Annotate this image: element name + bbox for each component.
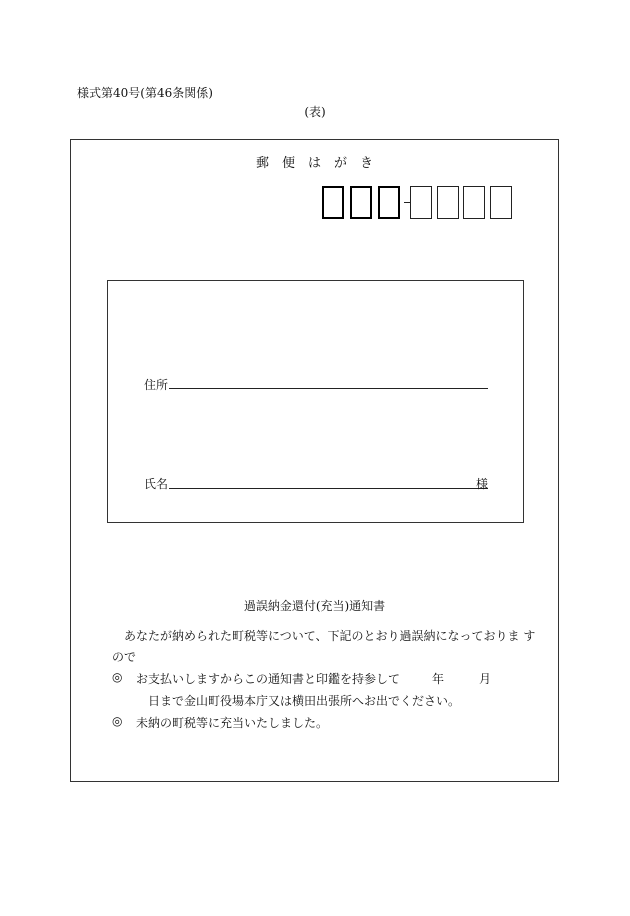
zip-box-3[interactable] xyxy=(378,186,400,219)
item1-continuation: 日まで金山町役場本庁又は横田出張所へお出でください。 xyxy=(148,694,461,708)
side-label: (表) xyxy=(304,105,326,119)
zip-box-4[interactable] xyxy=(410,186,432,219)
honorific-label: 様 xyxy=(476,477,489,491)
zip-box-2[interactable] xyxy=(350,186,372,219)
zip-box-6[interactable] xyxy=(463,186,485,219)
address-line[interactable] xyxy=(169,388,488,389)
name-label: 氏名 xyxy=(144,477,169,491)
zip-box-7[interactable] xyxy=(490,186,512,219)
month-label: 月 xyxy=(479,672,492,686)
name-line[interactable] xyxy=(169,488,488,489)
item1-mark: ◎ xyxy=(112,670,123,684)
zip-box-5[interactable] xyxy=(437,186,459,219)
item2-text: 未納の町税等に充当いたしました。 xyxy=(136,716,329,730)
item1-text: お支払いしますからこの通知書と印鑑を持参して xyxy=(136,672,401,686)
item2-mark: ◎ xyxy=(112,714,123,728)
notice-title: 過誤納金還付(充当)通知書 xyxy=(243,599,386,613)
address-box xyxy=(107,280,524,523)
address-label: 住所 xyxy=(144,378,169,392)
zip-box-1[interactable] xyxy=(322,186,344,219)
form-number-title: 様式第40号(第46条関係) xyxy=(77,86,213,100)
year-label: 年 xyxy=(432,672,445,686)
notice-intro-line2: ので xyxy=(112,650,137,664)
postcard-title: 郵便はがき xyxy=(255,156,386,171)
notice-intro-line1: あなたが納められた町税等について、下記のとおり過誤納になっておりま す xyxy=(124,629,536,643)
